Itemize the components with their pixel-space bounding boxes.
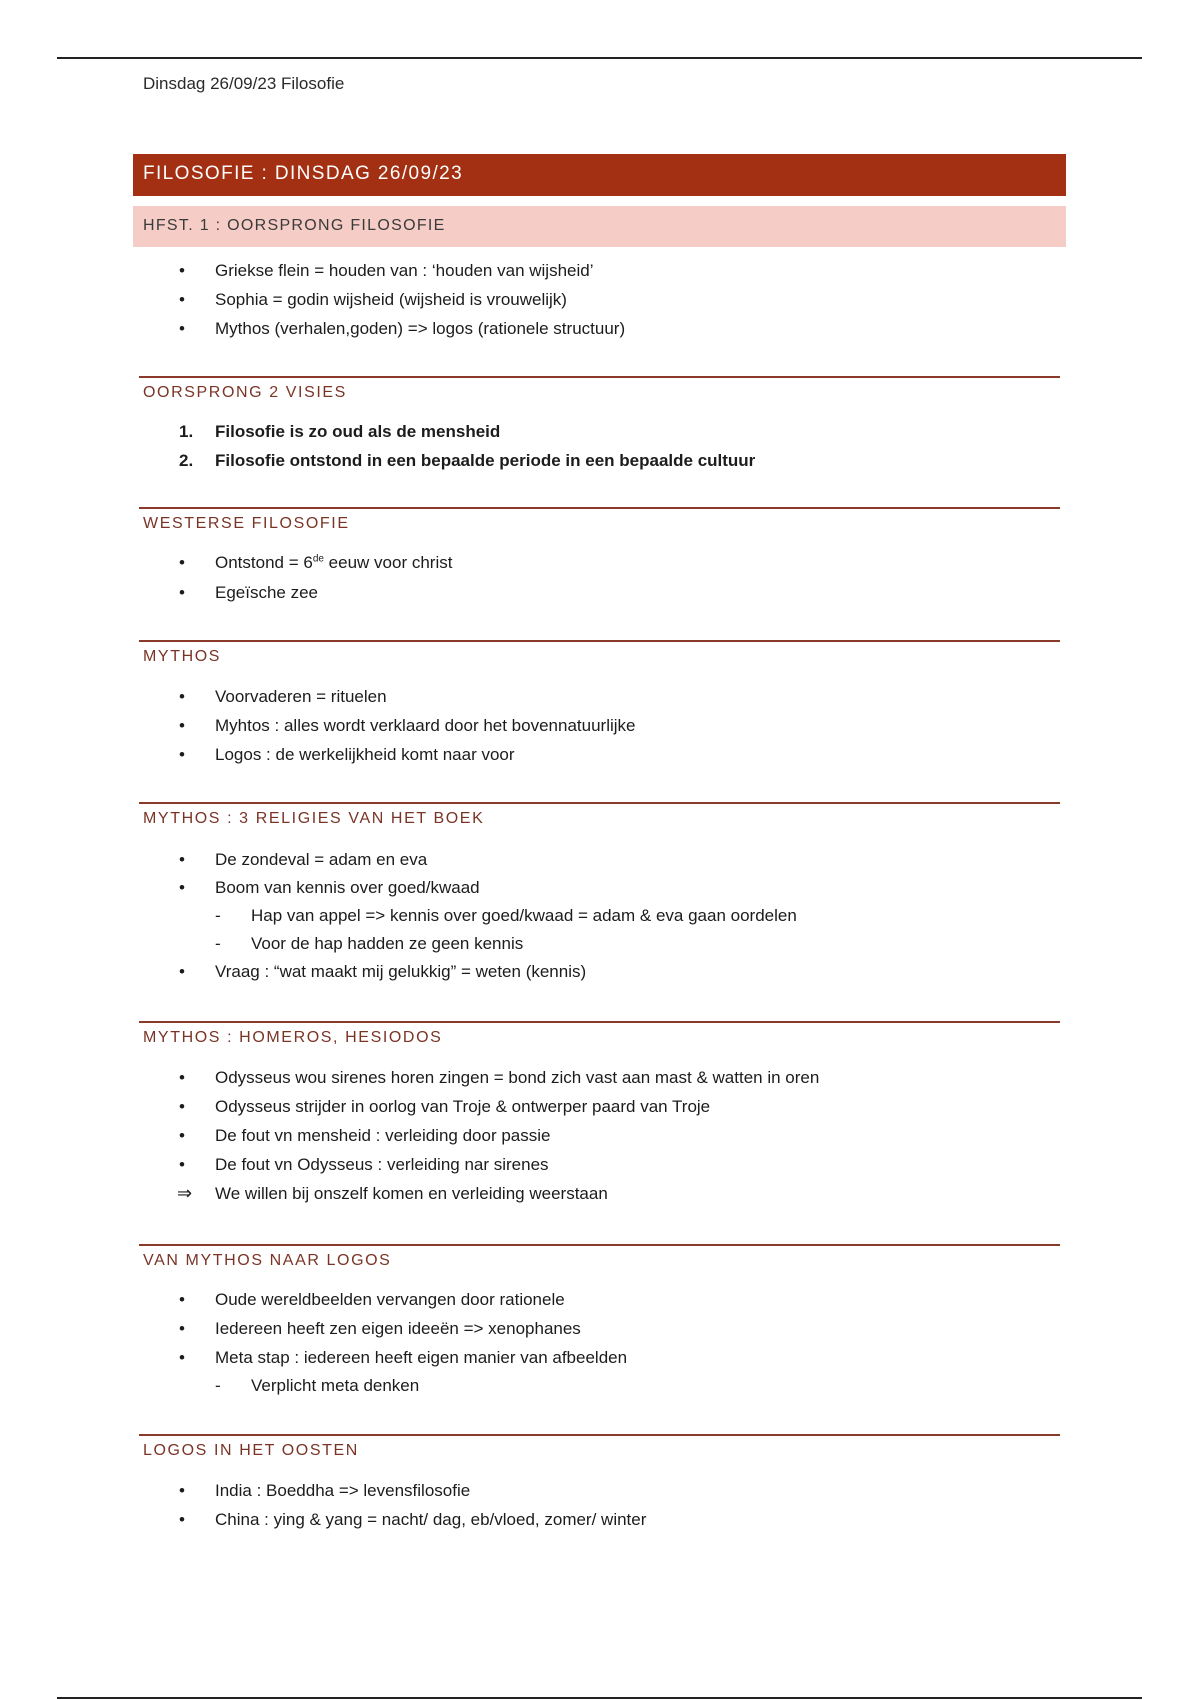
section-logos — [139, 1244, 1060, 1272]
bullet-icon: • — [179, 1290, 185, 1309]
arrow-icon: ⇒ — [177, 1183, 193, 1203]
bullet-icon: • — [179, 1510, 185, 1529]
section-rule — [139, 507, 1060, 509]
section-heading: MYTHOS — [143, 648, 222, 665]
bullet-icon: • — [179, 1097, 185, 1116]
document-title: FILOSOFIE : DINSDAG 26/09/23 — [133, 154, 1066, 196]
section-heading: WESTERSE FILOSOFIE — [143, 515, 350, 532]
bullet-icon: • — [179, 850, 185, 869]
dash-icon: - — [215, 934, 221, 953]
section-heading: VAN MYTHOS NAAR LOGOS — [143, 1252, 392, 1269]
section-rule — [139, 1021, 1060, 1023]
bullet-icon: • — [179, 962, 185, 981]
bullet-icon: • — [179, 1126, 185, 1145]
bullet-icon: • — [179, 583, 185, 602]
page-top-rule — [57, 57, 1142, 59]
section-rule — [139, 640, 1060, 642]
bullet-icon: • — [179, 553, 185, 572]
bullet-icon: • — [179, 1068, 185, 1087]
chapter-heading: HFST. 1 : OORSPRONG FILOSOFIE — [133, 206, 1066, 247]
dash-icon: - — [215, 906, 221, 925]
section-rule — [139, 802, 1060, 804]
section-heading: MYTHOS : 3 RELIGIES VAN HET BOEK — [143, 810, 485, 827]
page-header: Dinsdag 26/09/23 Filosofie — [143, 74, 345, 93]
section-rule — [139, 1434, 1060, 1436]
bullet-icon: • — [179, 1481, 185, 1500]
section-heading: LOGOS IN HET OOSTEN — [143, 1442, 359, 1459]
bullet-icon: • — [179, 716, 185, 735]
section-heading: MYTHOS : HOMEROS, HESIODOS — [143, 1029, 443, 1046]
section-visies — [139, 376, 1060, 404]
bullet-icon: • — [179, 261, 185, 280]
section-rule — [139, 1244, 1060, 1246]
section-westerse — [139, 507, 1060, 535]
bullet-icon: • — [179, 319, 185, 338]
bullet-icon: • — [179, 1155, 185, 1174]
section-oosten — [139, 1434, 1060, 1462]
bullet-icon: • — [179, 878, 185, 897]
section-rule — [139, 376, 1060, 378]
section-heading: OORSPRONG 2 VISIES — [143, 384, 347, 401]
page-bottom-rule — [57, 1697, 1142, 1699]
bullet-icon: • — [179, 1348, 185, 1367]
bullet-icon: • — [179, 687, 185, 706]
dash-icon: - — [215, 1376, 221, 1395]
bullet-icon: • — [179, 290, 185, 309]
bullet-icon: • — [179, 745, 185, 764]
section-religies — [139, 802, 1060, 830]
bullet-icon: • — [179, 1319, 185, 1338]
section-homeros — [139, 1021, 1060, 1049]
section-mythos — [139, 640, 1060, 668]
